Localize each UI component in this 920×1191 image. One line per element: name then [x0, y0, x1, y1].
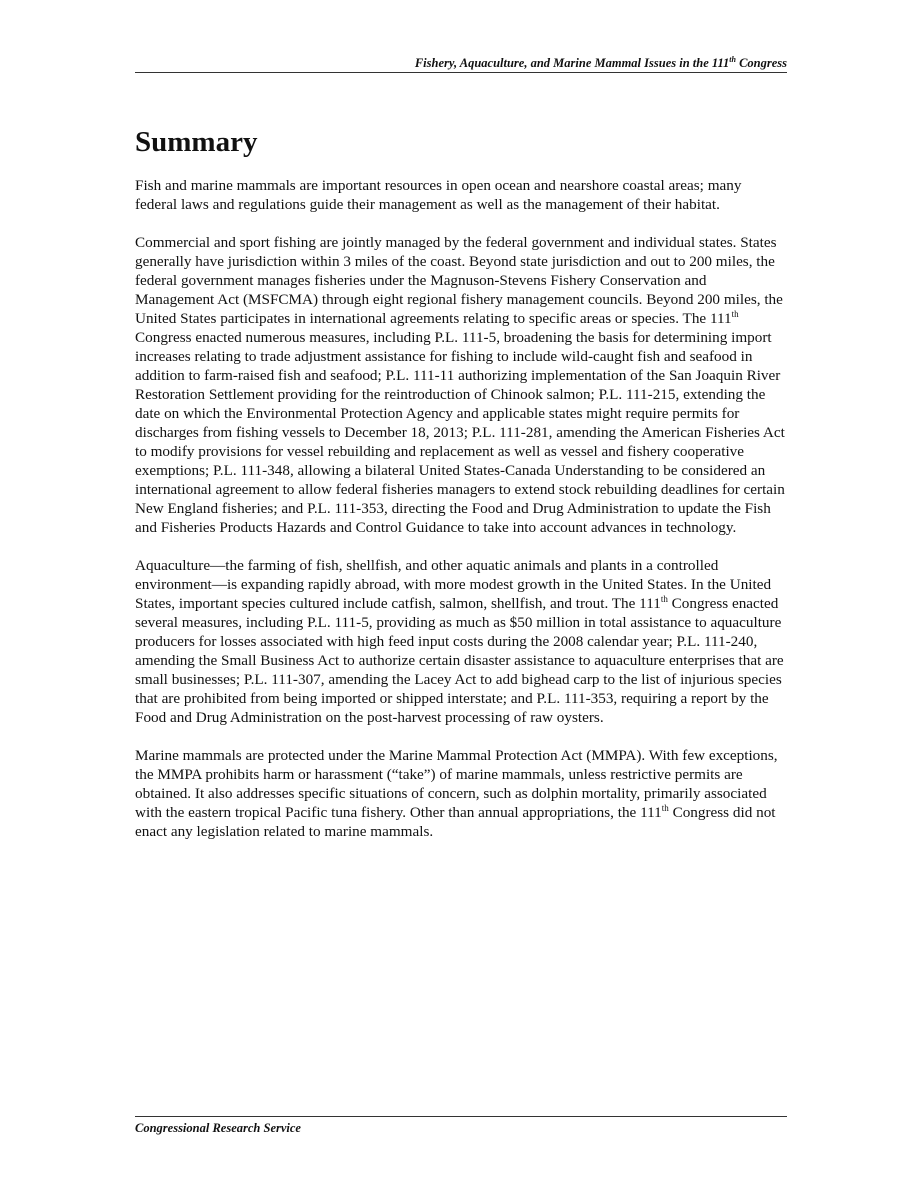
paragraph-intro [135, 176, 787, 214]
paragraph-text: Congress enacted several measures, including P.L. 111-5, providing as much as $50 million in total assistance to aquaculture producers for losses associated with high feed input costs during the 2008 calendar year; P.L. 111-240, amending the Small Business Act to authorize certain disaster assistance to aquaculture enterprises that are small businesses; P.L. 111-307, amending the Lacey Act to add bighead carp to the list of injurious species that are prohibited from being imported or shipped interstate; and P.L. 111-353, requiring a report by the Food and Drug Administration on the post-harvest processing of raw oysters. [135, 595, 784, 726]
paragraph-text: Aquaculture—the farming of fish, shellfish, and other aquatic animals and plants in a controlled environment—is expanding rapidly abroad, with more modest growth in the United States. In the United States, important species cultured include catfish, salmon, shellfish, and trout. The 111 [135, 557, 772, 612]
paragraph-text: Congress did not enact any legislation related to marine mammals. [135, 804, 776, 840]
paragraph-marine-mammals [135, 746, 787, 841]
paragraph-superscript: th [731, 308, 739, 319]
paragraph-fishing [135, 233, 787, 537]
footer-source: Congressional Research Service [135, 1121, 301, 1135]
running-header-text: Fishery, Aquaculture, and Marine Mammal Issues in the 111 [414, 56, 730, 70]
paragraph-aquaculture [135, 556, 787, 727]
running-header-superscript: th [729, 54, 736, 64]
paragraph-text: Fish and marine mammals are important resources in open ocean and nearshore coastal areas; many federal laws and regulations guide their management as well as the management of their habitat. [135, 177, 742, 213]
paragraph-superscript: th [660, 593, 668, 604]
paragraph-text: Commercial and sport fishing are jointly managed by the federal government and individual states. States generally have jurisdiction within 3 miles of the coast. Beyond state jurisdiction and out to 200 miles, the federal government manages fisheries under the Magnuson-Stevens Fishery Conservation and Management Act (MSFCMA) through eight regional fishery management councils. Beyond 200 miles, the United States participates in international agreements relating to specific areas or species. The 111 [135, 234, 783, 327]
footer-divider [135, 1116, 787, 1117]
paragraph-superscript: th [661, 802, 669, 813]
body-text [135, 176, 787, 860]
running-header-text-end: Congress [735, 56, 787, 70]
header-divider [135, 72, 787, 73]
page-title: Summary [135, 126, 258, 158]
paragraph-text: Marine mammals are protected under the Marine Mammal Protection Act (MMPA). With few exceptions, the MMPA prohibits harm or harassment (“take”) of marine mammals, unless restrictive permits are obtained. It also addresses specific situations of concern, such as dolphin mortality, primarily associated with the eastern tropical Pacific tuna fishery. Other than annual appropriations, the 111 [135, 747, 778, 821]
paragraph-text: Congress enacted numerous measures, including P.L. 111-5, broadening the basis for determining import increases relating to trade adjustment assistance for fishing to include wild-caught fish and seafood in addition to farm-raised fish and seafood; P.L. 111-11 authorizing implementation of the San Joaquin River Restoration Settlement providing for the reintroduction of Chinook salmon; P.L. 111-215, extending the date on which the Environmental Protection Agency and applicable states might require permits for discharges from fishing vessels to December 18, 2013; P.L. 111-281, amending the American Fisheries Act to modify provisions for vessel rebuilding and replacement as well as vessel and fishery cooperative exemptions; P.L. 111-348, allowing a bilateral United States-Canada Understanding to be considered an international agreement to allow federal fisheries managers to extend stock rebuilding deadlines for certain New England fisheries; and P.L. 111-353, directing the Food and Drug Administration to update the Fish and Fisheries Products Hazards and Control Guidance to take into account advances in technology. [135, 329, 785, 536]
running-header [135, 56, 787, 70]
